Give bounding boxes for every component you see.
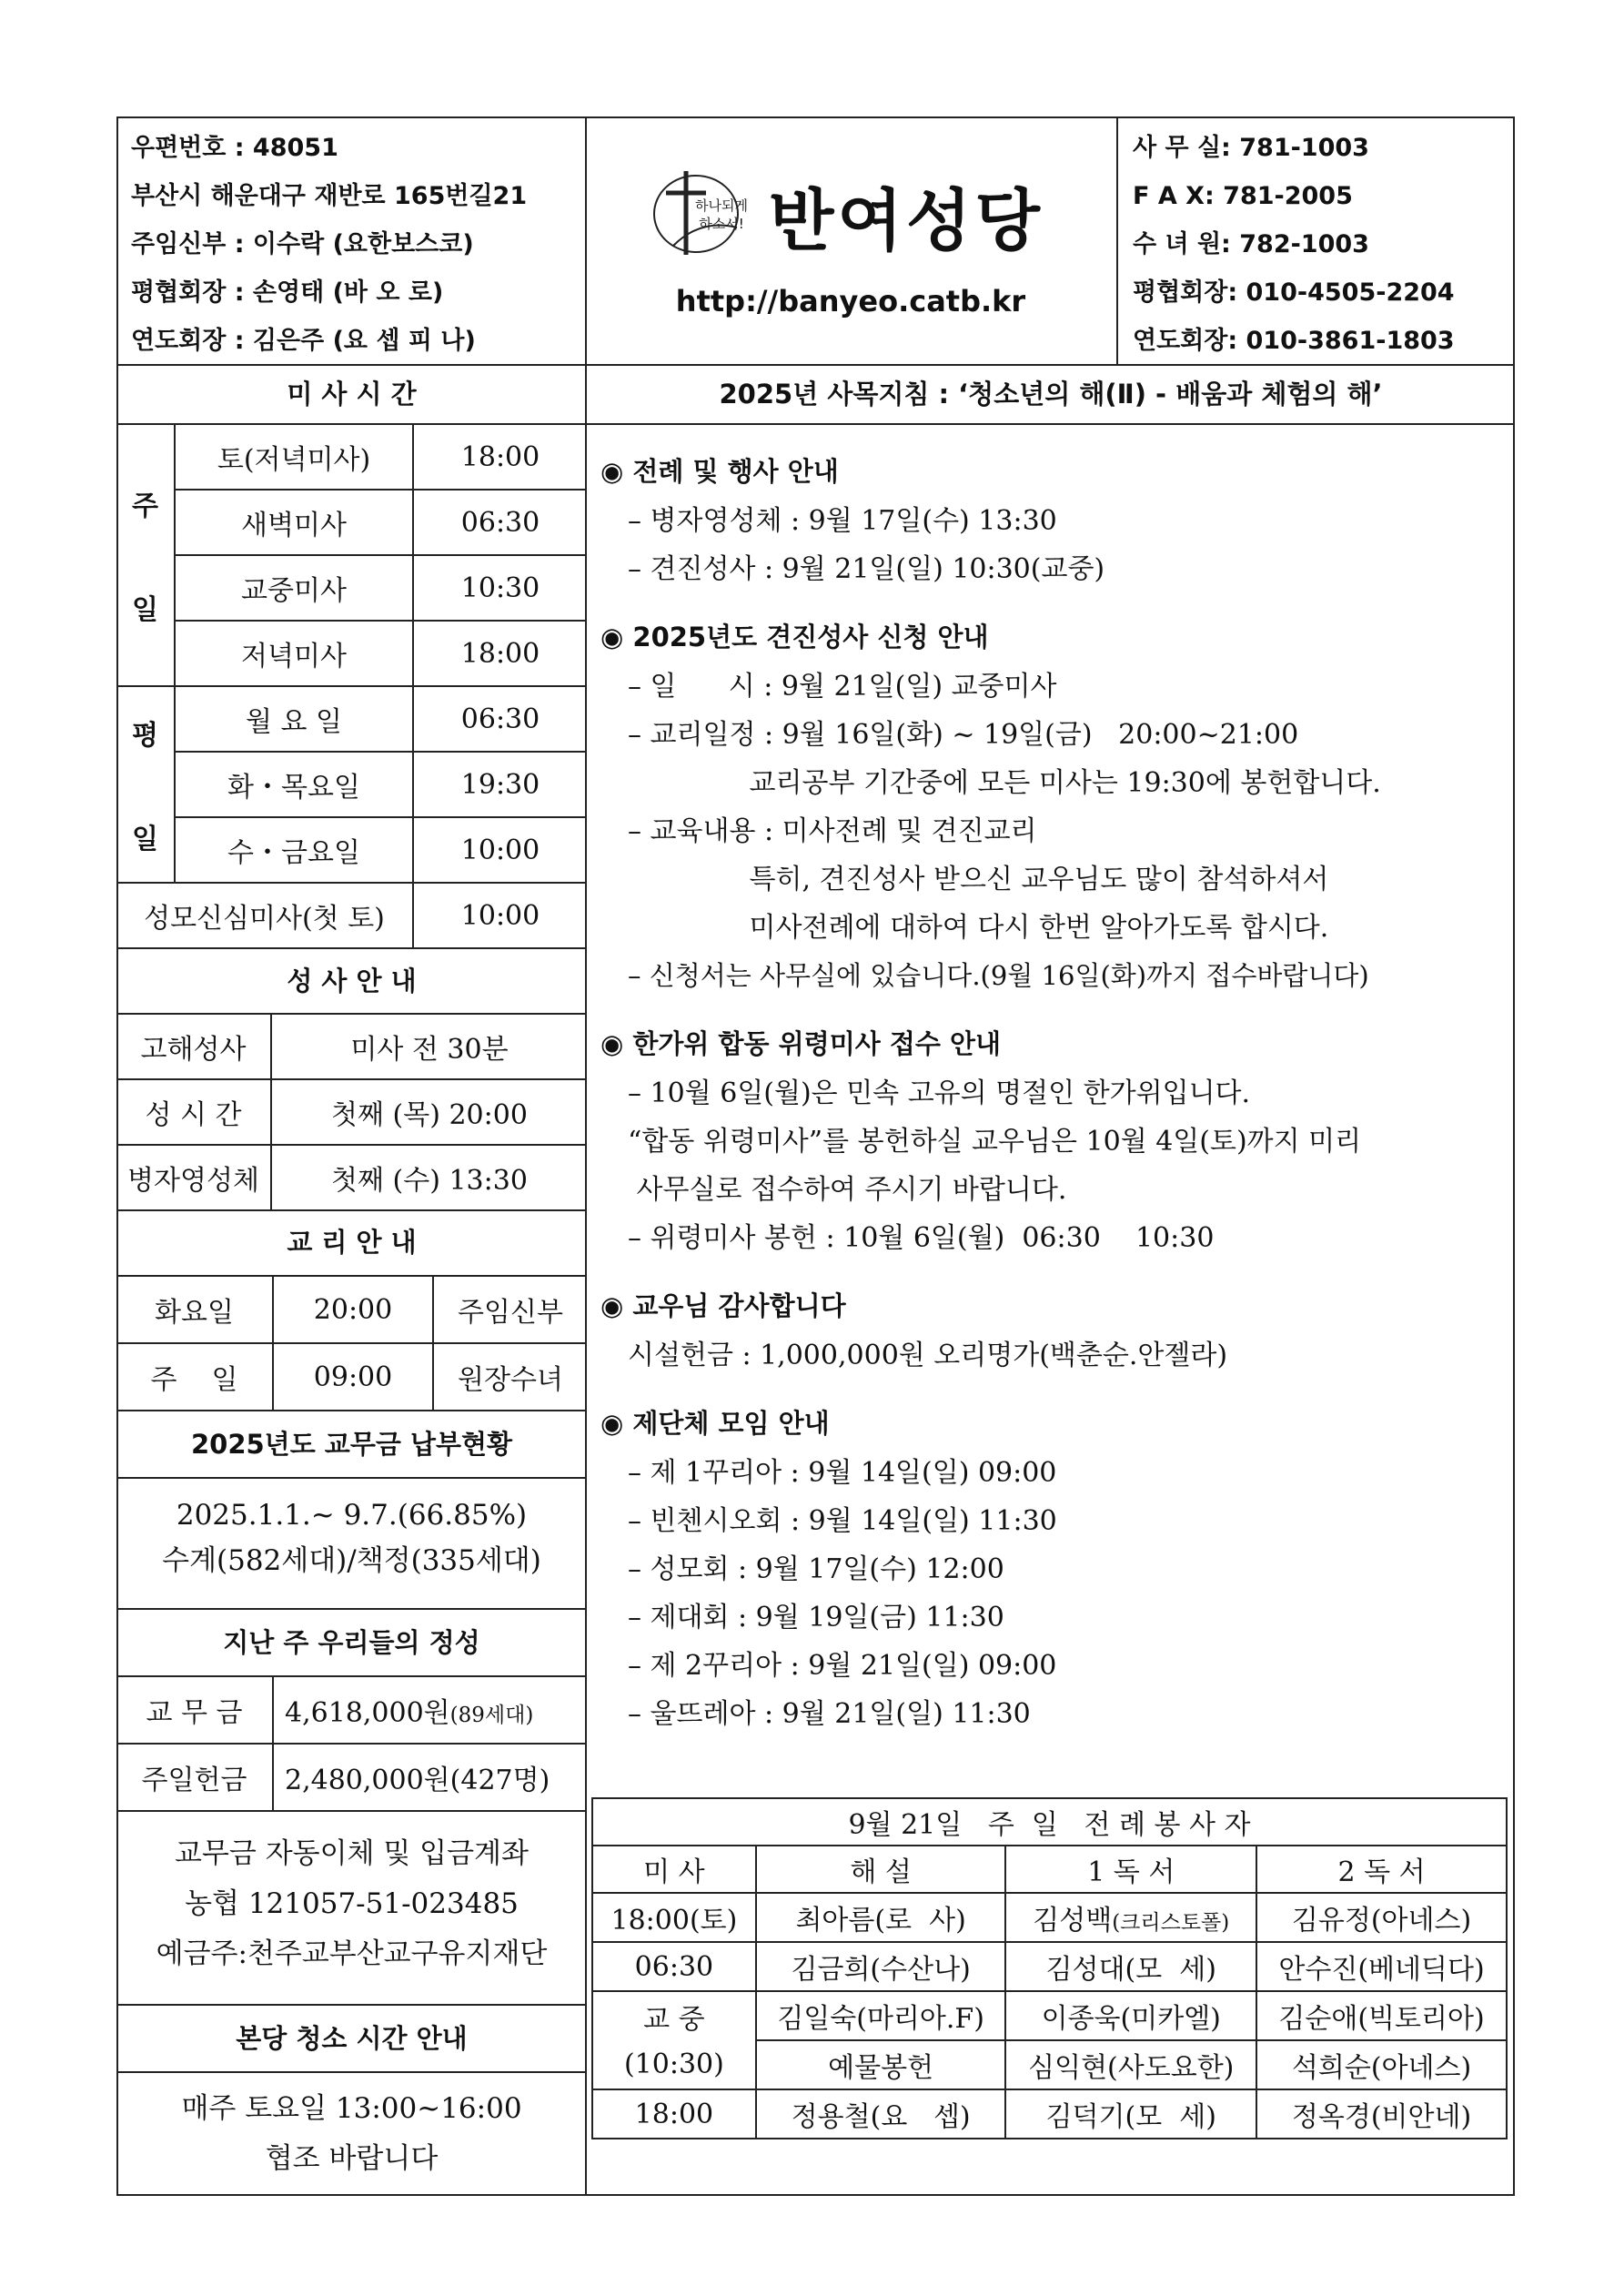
- parish-url[interactable]: http://banyeo.catb.kr: [675, 284, 1026, 319]
- offering-table: [116, 1675, 587, 1812]
- cleaning-time: 매주 토요일 13:00~16:00: [181, 2092, 522, 2125]
- cleaning-request: 협조 바랍니다: [265, 2142, 439, 2175]
- postal-code: 우편번호 : 48051: [131, 134, 338, 162]
- sacrament-name: 성 시 간: [116, 1079, 271, 1145]
- reader1-baptismal: (크리스토폴): [1112, 1911, 1230, 1935]
- first-saturday-time: 10:00: [413, 883, 587, 948]
- mass-cell: (10:30): [592, 2040, 756, 2089]
- announcement-line: – 교육내용 : 미사전례 및 견진교리: [628, 815, 1037, 847]
- pastoral-guideline: 2025년 사목지침 : ‘청소년의 해(Ⅱ) - 배움과 체험의 해’: [719, 379, 1383, 410]
- convent-phone: 수 녀 원: 782-1003: [1133, 230, 1369, 258]
- announcement-line: 사무실로 접수하여 주시기 바랍니다.: [628, 1174, 1067, 1206]
- announcement-line: 미사전례에 대하여 다시 한번 알아가도록 합시다.: [628, 912, 1329, 944]
- account-number: 농협 121057-51-023485: [185, 1887, 519, 1920]
- sacrament-value: 첫째 (목) 20:00: [271, 1079, 587, 1145]
- reader2-cell: 김유정(아네스): [1256, 1893, 1507, 1942]
- reader2-cell: 안수진(베네딕다): [1256, 1942, 1507, 1991]
- catechism-day: 화요일: [116, 1276, 273, 1343]
- announcement-line: – 제대회 : 9월 19일(금) 11:30: [628, 1602, 1004, 1633]
- logo-caption: 하나되게 하소서!: [695, 197, 748, 232]
- offering-value: 2,480,000원: [285, 1765, 450, 1796]
- first-saturday-mass: 성모신심미사(첫 토): [116, 883, 413, 948]
- mass-times-title: 미 사 시 간: [287, 379, 417, 410]
- offering-name: 주일헌금: [116, 1744, 273, 1811]
- address: 부산시 해운대구 재반로 165번길21: [131, 182, 528, 210]
- reader1-cell: 김성대(모 세): [1005, 1942, 1256, 1991]
- account-info: [118, 1829, 585, 1979]
- offering-note: (427명): [449, 1765, 550, 1796]
- account-holder: 예금주:천주교부산교구유지재단: [156, 1937, 548, 1970]
- thanks-section: [600, 1280, 1510, 1380]
- mass-name: 월 요 일: [175, 686, 413, 752]
- commentator-cell: 김금희(수산나): [756, 1942, 1006, 1991]
- bulletin-frame: [116, 116, 1515, 2196]
- mass-cell: 18:00(토): [592, 1893, 756, 1942]
- mass-times-table: [116, 423, 587, 949]
- mass-name: 화・목요일: [175, 752, 413, 817]
- announcement-line: – 위령미사 봉헌 : 10월 6일(월) 06:30 10:30: [628, 1222, 1215, 1254]
- sacrament-name: 고해성사: [116, 1014, 271, 1079]
- reader1-cell: 김덕기(모 세): [1005, 2089, 1256, 2139]
- office-phone: 사 무 실: 781-1003: [1133, 134, 1369, 162]
- mass-name: 교중미사: [175, 555, 413, 621]
- council-phone: 평협회장: 010-4505-2204: [1133, 278, 1455, 307]
- announcement-line: – 신청서는 사무실에 있습니다.(9월 16일(화)까지 접수바랍니다): [628, 960, 1369, 991]
- group-meetings-section: [600, 1398, 1510, 1738]
- mass-cell: 교 중: [592, 1991, 756, 2040]
- mass-time: 10:30: [413, 555, 587, 621]
- section-title: ◉ 한가위 합동 위령미사 접수 안내: [600, 1028, 1001, 1059]
- offering-value: 4,618,000원: [285, 1697, 450, 1729]
- weekday-label: 평 일: [116, 686, 175, 883]
- catechism-time: 20:00: [273, 1276, 433, 1343]
- announcement-line: “합동 위령미사”를 봉헌하실 교우님은 10월 4일(토)까지 미리: [628, 1126, 1362, 1158]
- header-right-contacts: [1133, 124, 1515, 365]
- announcement-line: – 빈첸시오회 : 9월 14일(일) 11:30: [628, 1505, 1057, 1537]
- section-title: ◉ 교우님 감사합니다: [600, 1290, 846, 1321]
- mass-time: 06:30: [413, 490, 587, 555]
- commentator-cell: 최아름(로 사): [756, 1893, 1006, 1942]
- section-title: ◉ 제단체 모임 안내: [600, 1408, 830, 1439]
- parish-name: 반여성당: [769, 182, 1044, 260]
- liturgy-server-table: [591, 1797, 1508, 2139]
- announcement-line: 특히, 견진성사 받으신 교우님도 많이 참석하셔서: [628, 864, 1329, 895]
- dues-status: [118, 1492, 585, 1583]
- liturgy-section: [600, 446, 1510, 593]
- column-header: 해 설: [756, 1846, 1006, 1893]
- mass-time: 10:00: [413, 817, 587, 883]
- sacrament-value: 첫째 (수) 13:30: [271, 1145, 587, 1210]
- announcements: [600, 446, 1510, 1738]
- reader2-cell: 김순애(빅토리아): [1256, 1991, 1507, 2040]
- column-header: 2 독 서: [1256, 1846, 1507, 1893]
- mass-time: 18:00: [413, 621, 587, 686]
- mass-cell: 06:30: [592, 1942, 756, 1991]
- catechism-table: [116, 1275, 587, 1411]
- announcement-line: – 울뜨레아 : 9월 21일(일) 11:30: [628, 1698, 1031, 1730]
- council-president: 평협회장 : 손영태 (바 오 로): [131, 278, 444, 307]
- commentator-cell: 김일숙(마리아.F): [756, 1991, 1006, 2040]
- mass-name: 토(저녁미사): [175, 424, 413, 490]
- pastor: 주임신부 : 이수락 (요한보스코): [131, 230, 474, 258]
- commentator-cell: 정용철(요 셉): [756, 2089, 1006, 2139]
- sacrament-title: 성 사 안 내: [287, 966, 417, 996]
- prayer-phone: 연도회장: 010-3861-1803: [1133, 327, 1455, 355]
- cleaning-title: 본당 청소 시간 안내: [236, 2023, 468, 2054]
- offering-amount: [273, 1744, 587, 1811]
- reader1-cell: 이종욱(미카엘): [1005, 1991, 1256, 2040]
- sacrament-table: [116, 1013, 587, 1211]
- server-table-title: 9월 21일 주 일 전 례 봉 사 자: [592, 1798, 1507, 1846]
- cleaning-info: [118, 2084, 585, 2184]
- announcement-line: – 제 2꾸리아 : 9월 21일(일) 09:00: [628, 1650, 1057, 1682]
- announcement-line: 시설헌금 : 1,000,000원 오리명가(백춘순.안젤라): [628, 1340, 1228, 1371]
- catechism-title: 교 리 안 내: [287, 1227, 417, 1258]
- announcement-line: – 10월 6일(월)은 민속 고유의 명절인 한가위입니다.: [628, 1077, 1251, 1109]
- catechism-day: 주 일: [116, 1343, 273, 1411]
- confirmation-section: [600, 612, 1510, 1000]
- mass-time: 19:30: [413, 752, 587, 817]
- offering-amount: [273, 1676, 587, 1744]
- reader1-name: 김성백: [1033, 1905, 1113, 1937]
- announcement-line: – 교리일정 : 9월 16일(화) ~ 19일(금) 20:00~21:00: [628, 719, 1299, 751]
- mass-cell: 18:00: [592, 2089, 756, 2139]
- mass-name: 수・금요일: [175, 817, 413, 883]
- fax-number: F A X: 781-2005: [1133, 182, 1353, 210]
- prayer-president: 연도회장 : 김은주 (요 셉 피 나): [131, 327, 476, 355]
- offering-title: 지난 주 우리들의 정성: [223, 1627, 480, 1658]
- dues-period: 2025.1.1.~ 9.7.(66.85%): [176, 1499, 528, 1532]
- column-header: 1 독 서: [1005, 1846, 1256, 1893]
- offering-note: (89세대): [449, 1704, 534, 1727]
- section-title: ◉ 2025년도 견진성사 신청 안내: [600, 622, 989, 652]
- announcement-line: – 견진성사 : 9월 21일(일) 10:30(교중): [628, 553, 1105, 585]
- announcement-line: – 일 시 : 9월 21일(일) 교중미사: [628, 671, 1057, 703]
- dues-households: 수계(582세대)/책정(335세대): [162, 1544, 541, 1577]
- offertory-cell: 예물봉헌: [756, 2040, 1006, 2089]
- mass-name: 저녁미사: [175, 621, 413, 686]
- mass-time: 06:30: [413, 686, 587, 752]
- offering-name: 교 무 금: [116, 1676, 273, 1744]
- section-title: ◉ 전례 및 행사 안내: [600, 456, 839, 487]
- sunday-label: 주 일: [116, 424, 175, 686]
- catechism-time: 09:00: [273, 1343, 433, 1411]
- mass-name: 새벽미사: [175, 490, 413, 555]
- mass-time: 18:00: [413, 424, 587, 490]
- announcement-line: – 성모회 : 9월 17일(수) 12:00: [628, 1553, 1004, 1585]
- reader1-cell: 심익현(사도요한): [1005, 2040, 1256, 2089]
- dues-title: 2025년도 교무금 납부현황: [190, 1429, 513, 1460]
- chuseok-memorial-section: [600, 1018, 1510, 1262]
- catechism-teacher: 원장수녀: [433, 1343, 587, 1411]
- reader2-cell: 정옥경(비안네): [1256, 2089, 1507, 2139]
- reader2-cell: 석희순(아네스): [1256, 2040, 1507, 2089]
- reader1-cell: [1005, 1893, 1256, 1942]
- announcement-line: – 병자영성체 : 9월 17일(수) 13:30: [628, 505, 1057, 537]
- announcement-line: 교리공부 기간중에 모든 미사는 19:30에 봉헌합니다.: [628, 767, 1381, 799]
- column-header: 미 사: [592, 1846, 756, 1893]
- sacrament-name: 병자영성체: [116, 1145, 271, 1210]
- announcement-line: – 제 1꾸리아 : 9월 14일(일) 09:00: [628, 1457, 1057, 1489]
- header-left-info: [131, 124, 586, 365]
- logo-block: [646, 155, 1119, 273]
- sacrament-value: 미사 전 30분: [271, 1014, 587, 1079]
- account-heading: 교무금 자동이체 및 입금계좌: [175, 1837, 529, 1870]
- catechism-teacher: 주임신부: [433, 1276, 587, 1343]
